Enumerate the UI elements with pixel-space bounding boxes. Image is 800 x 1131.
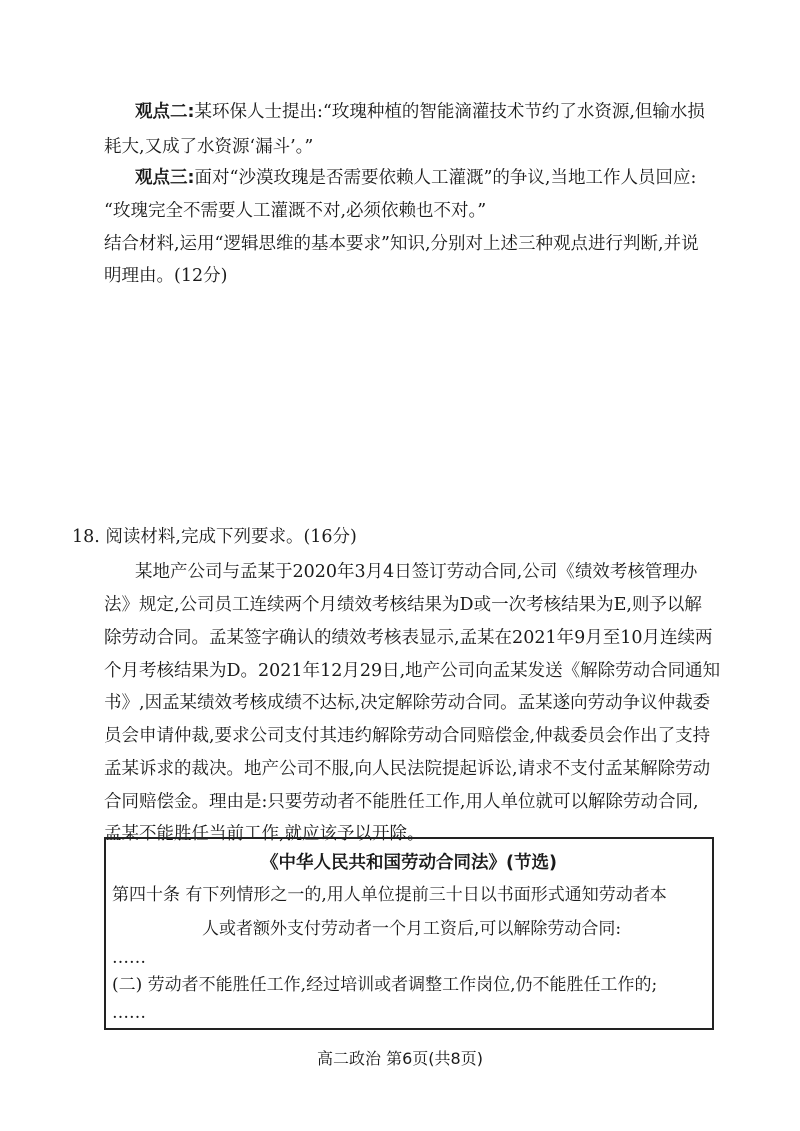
article-40-line-2: 人或者额外支付劳动者一个月工资后,可以解除劳动合同: <box>202 919 622 939</box>
q18-para-line: 孟某诉求的裁决。地产公司不服,向人民法院提起诉讼,请求不支付孟某解除劳动 <box>104 759 711 779</box>
page-footer: 高二政治 第6页(共8页) <box>317 1049 483 1068</box>
q18-para-line: 孟某不能胜任当前工作,就应该予以开除。 <box>104 824 425 844</box>
task-line-2: 明理由。(12分) <box>104 266 228 286</box>
article-40-item-2: (二) 劳动者不能胜任工作,经过培训或者调整工作岗位,仍不能胜任工作的; <box>112 975 658 995</box>
viewpoint-3-label: 观点三: <box>135 168 195 188</box>
q18-para-line: 员会申请仲裁,要求公司支付其违约解除劳动合同赔偿金,仲裁委员会作出了支持 <box>104 726 711 746</box>
article-40-line-1: 第四十条 有下列情形之一的,用人单位提前三十日以书面形式通知劳动者本 <box>112 885 667 905</box>
q18-para-line: 除劳动合同。孟某签字确认的绩效考核表显示,孟某在2021年9月至10月连续两 <box>104 628 713 648</box>
question-18-heading: 18. 阅读材料,完成下列要求。(16分) <box>72 527 357 547</box>
law-excerpt-title: 《中华人民共和国劳动合同法》(节选) <box>261 853 557 873</box>
law-excerpt-box <box>104 837 714 1030</box>
task-line-1: 结合材料,运用“逻辑思维的基本要求”知识,分别对上述三种观点进行判断,并说 <box>104 234 699 254</box>
viewpoint-2-label: 观点二: <box>135 102 195 122</box>
viewpoint-2-line-2: 耗大,又成了水资源‘漏斗’。” <box>104 137 314 157</box>
q18-para-line: 合同赔偿金。理由是:只要劳动者不能胜任工作,用人单位就可以解除劳动合同, <box>104 792 699 812</box>
ellipsis: …… <box>112 1003 146 1023</box>
q18-para-line: 个月考核结果为D。2021年12月29日,地产公司向孟某发送《解除劳动合同通知 <box>104 661 721 681</box>
ellipsis: …… <box>112 948 146 968</box>
viewpoint-3-line-1 <box>135 166 696 190</box>
viewpoint-2-text: 某环保人士提出:“玫瑰种植的智能滴灌技术节约了水资源,但输水损 <box>194 102 705 122</box>
viewpoint-3-text: 面对“沙漠玫瑰是否需要依赖人工灌溉”的争议,当地工作人员回应: <box>194 168 697 188</box>
q18-para-line: 书》,因孟某绩效考核成绩不达标,决定解除劳动合同。孟某遂向劳动争议仲裁委 <box>104 693 711 713</box>
viewpoint-3-line-2: “玫瑰完全不需要人工灌溉不对,必须依赖也不对。” <box>104 201 487 221</box>
q18-para-line: 某地产公司与孟某于2020年3月4日签订劳动合同,公司《绩效考核管理办 <box>135 562 698 582</box>
viewpoint-2-line-1 <box>135 100 705 124</box>
q18-para-line: 法》规定,公司员工连续两个月绩效考核结果为D或一次考核结果为E,则予以解 <box>104 595 702 615</box>
